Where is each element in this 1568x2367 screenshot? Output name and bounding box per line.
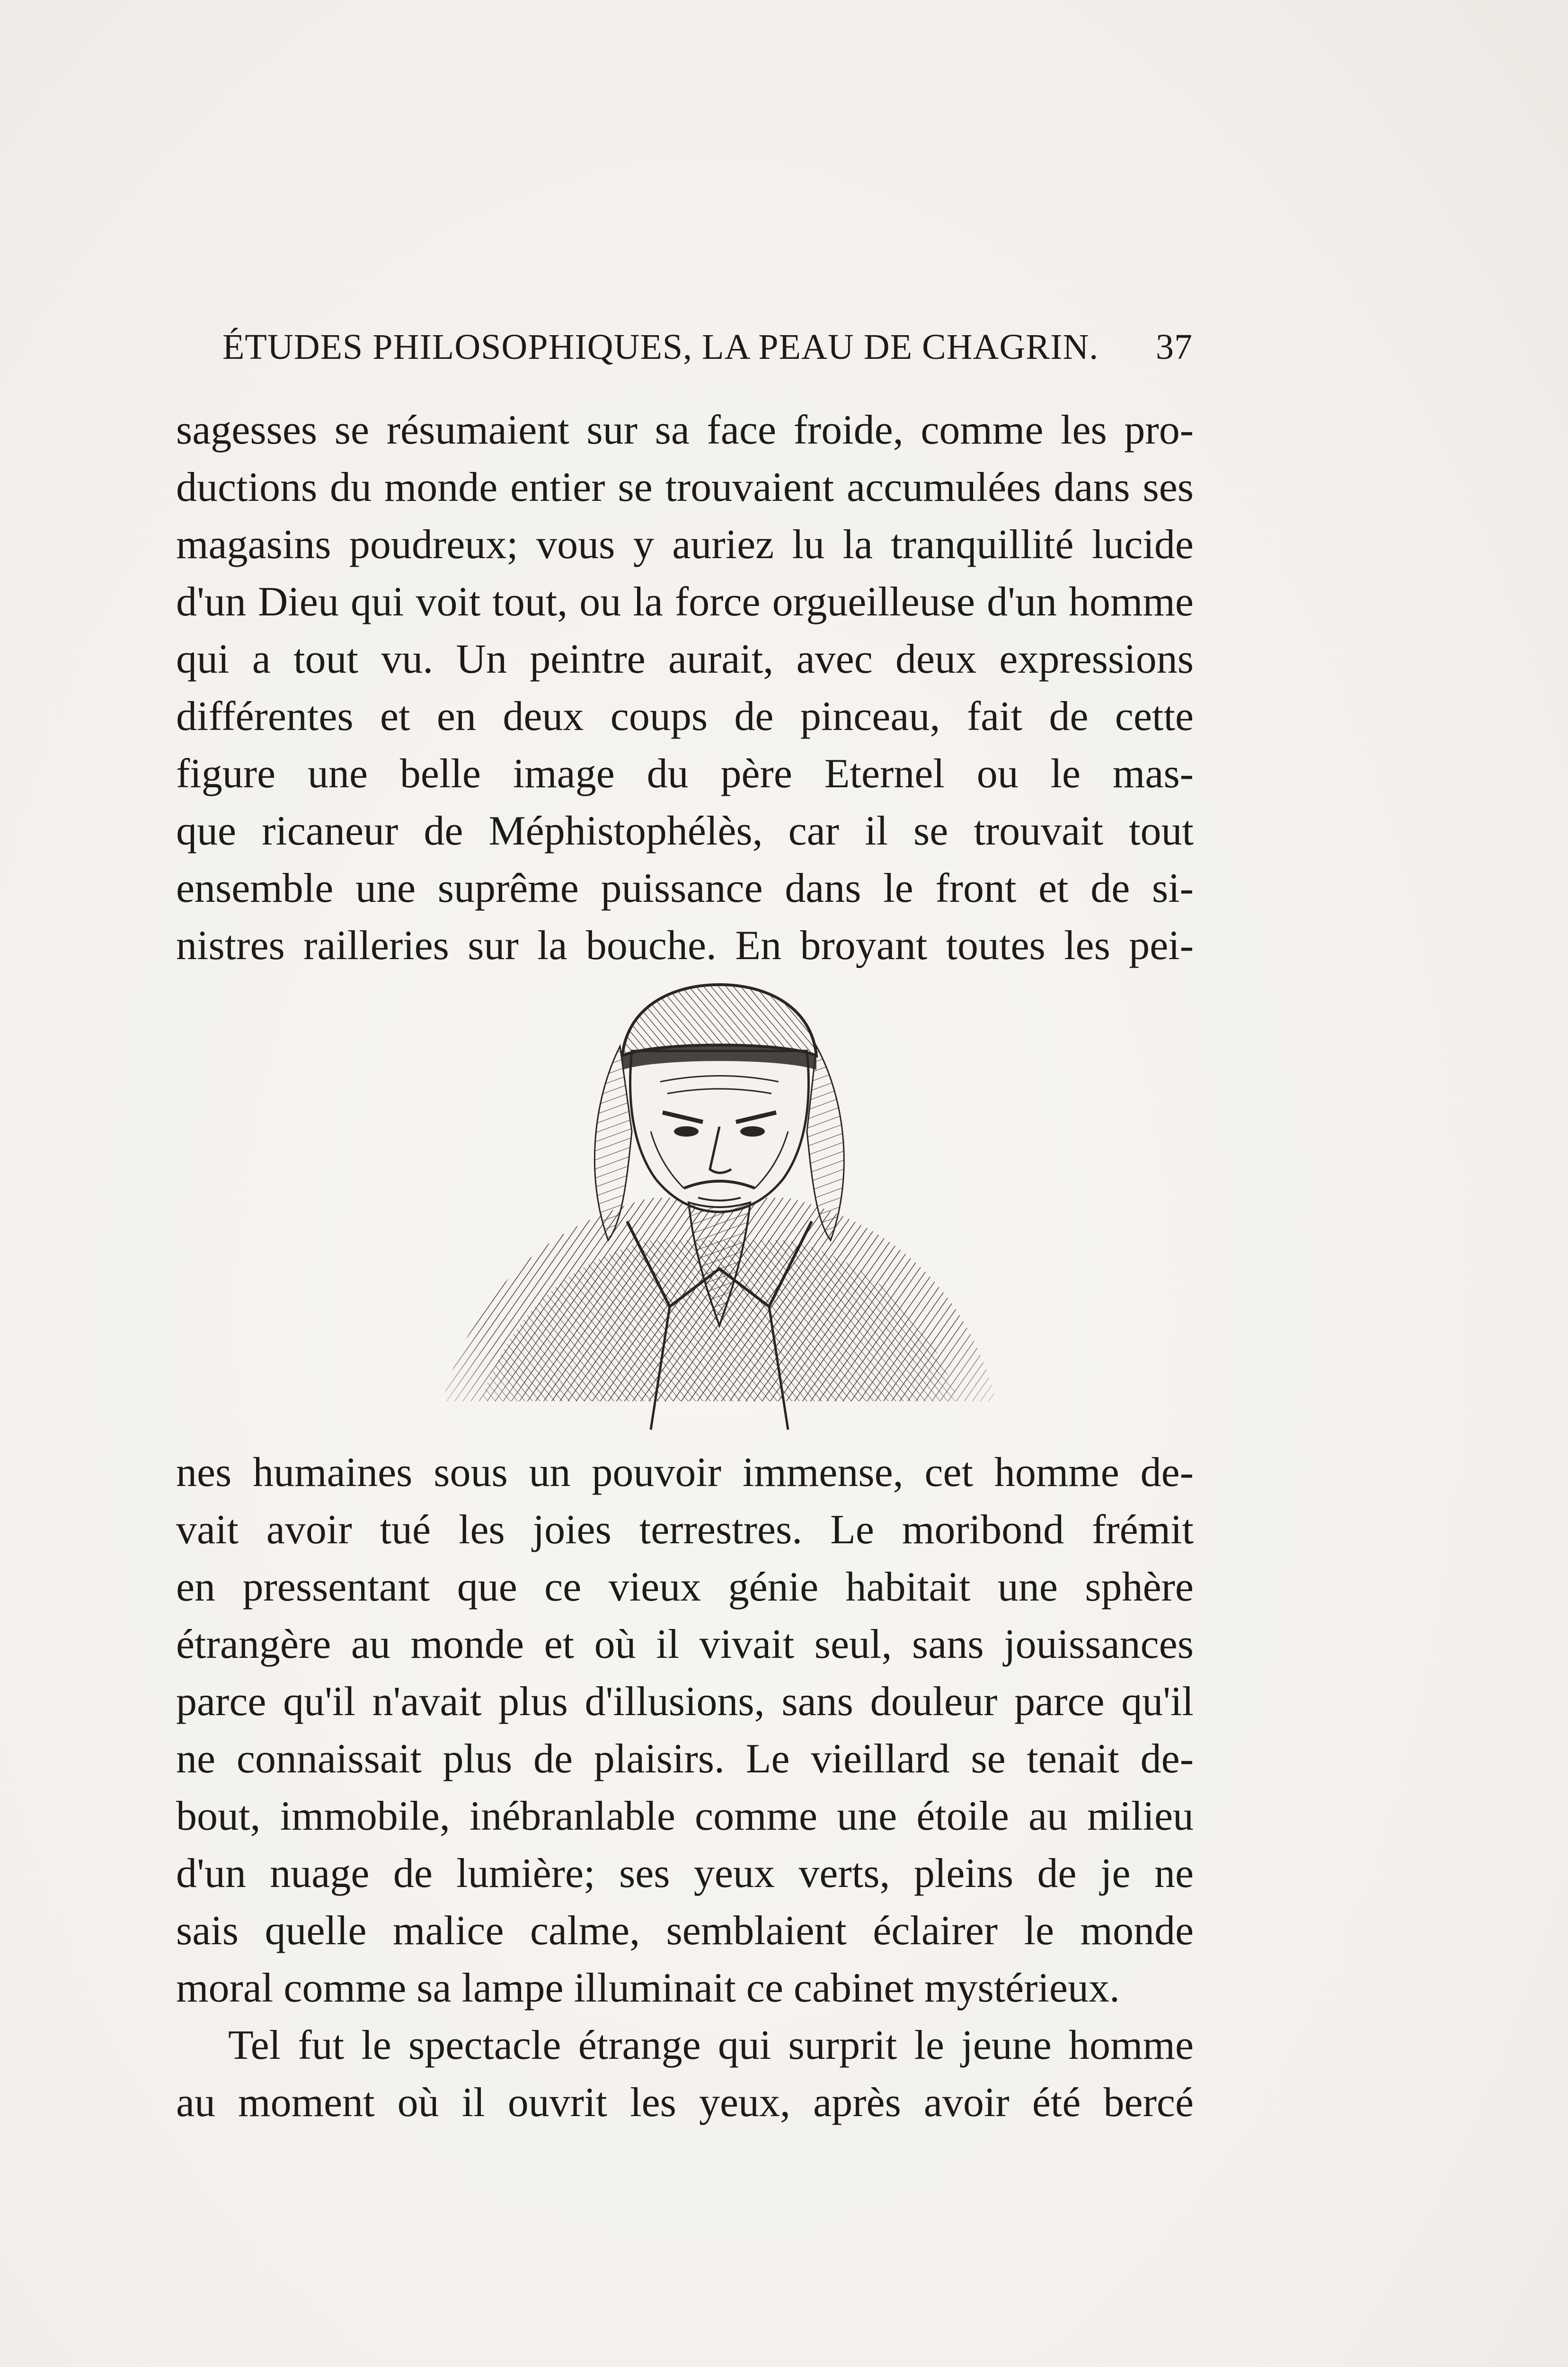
text-line: nistres railleries sur la bouche. En broyant toutes les pei- — [176, 923, 1194, 969]
text-line: vait avoir tué les joies terrestres. Le moribond frémit — [176, 1507, 1194, 1553]
paragraph-bottom — [176, 1444, 1194, 2131]
text-line: ensemble une suprême puissance dans le front et de si- — [176, 865, 1194, 911]
paragraph-top — [176, 401, 1194, 974]
text-line: figure une belle image du père Eternel ou le mas- — [176, 751, 1194, 797]
text-line: ne connaissait plus de plaisirs. Le vieillard se tenait de- — [176, 1736, 1194, 1782]
running-title: ÉTUDES PHILOSOPHIQUES, LA PEAU DE CHAGRIN. — [222, 327, 1099, 367]
text-line: au moment où il ouvrit les yeux, après avoir été bercé — [176, 2080, 1194, 2126]
text-line: moral comme sa lampe illuminait ce cabinet mystérieux. — [176, 1965, 1120, 2011]
text-line: différentes et en deux coups de pinceau, fait de cette — [176, 694, 1194, 739]
text-line: ductions du monde entier se trouvaient accumulées dans ses — [176, 464, 1194, 510]
text-line: sagesses se résumaient sur sa face froide, comme les pro- — [176, 407, 1194, 453]
text-line: magasins poudreux; vous y auriez lu la tranquillité lucide — [176, 522, 1194, 568]
text-line: en pressentant que ce vieux génie habitait une sphère — [176, 1564, 1194, 1610]
page-number: 37 — [1156, 327, 1193, 367]
text-line: d'un Dieu qui voit tout, ou la force orgueilleuse d'un homme — [176, 579, 1194, 625]
text-line: parce qu'il n'avait plus d'illusions, sans douleur parce qu'il — [176, 1679, 1194, 1725]
engraved-portrait-illustration — [405, 975, 1034, 1444]
text-line: que ricaneur de Méphistophélès, car il se trouvait tout — [176, 808, 1194, 854]
text-line: sais quelle malice calme, semblaient éclairer le monde — [176, 1908, 1194, 1954]
text-line: Tel fut le spectacle étrange qui surprit le jeune homme — [228, 2022, 1194, 2068]
text-line: étrangère au monde et où il vivait seul, sans jouissances — [176, 1621, 1194, 1667]
text-line: bout, immobile, inébranlable comme une étoile au milieu — [176, 1793, 1194, 1839]
running-header — [222, 327, 1193, 379]
text-line: nes humaines sous un pouvoir immense, cet homme de- — [176, 1450, 1194, 1495]
text-line: d'un nuage de lumière; ses yeux verts, pleins de je ne — [176, 1851, 1194, 1896]
old-man-portrait-icon — [405, 975, 1034, 1444]
text-line: qui a tout vu. Un peintre aurait, avec deux expressions — [176, 636, 1194, 682]
